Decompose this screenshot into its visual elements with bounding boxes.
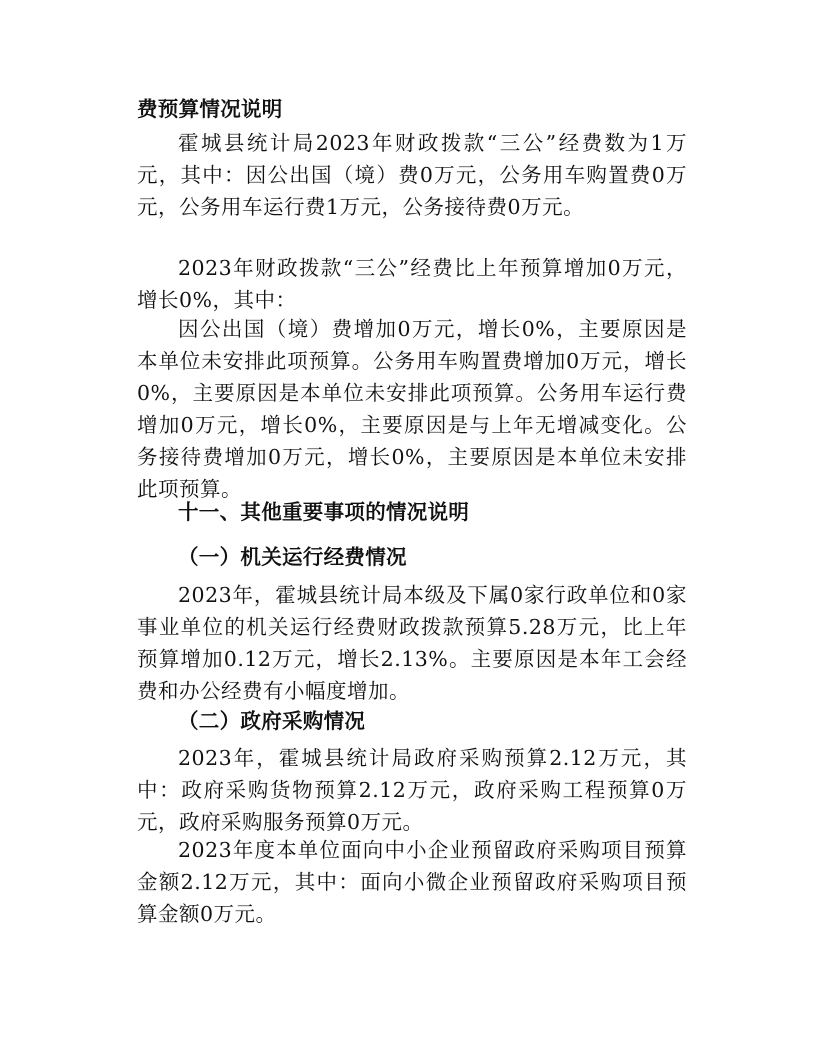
- paragraph-text: 2023年，霍城县统计局本级及下属0家行政单位和0家事业单位的机关运行经费财政拨款预算5.28万元，比上年预算增加0.12万元，增长2.13%。主要原因是本年工会经费和办公经费有小幅度增加。: [137, 583, 687, 703]
- paragraph-sangong-total: [137, 127, 687, 223]
- paragraph-sangong-change: [137, 252, 687, 316]
- paragraph-text: 霍城县统计局2023年财政拨款“三公”经费数为1万元，其中：因公出国（境）费0万元，公务用车购置费0万元，公务用车运行费1万元，公务接待费0万元。: [137, 131, 687, 219]
- paragraph-text: 2023年，霍城县统计局政府采购预算2.12万元，其中：政府采购货物预算2.12万元，政府采购工程预算0万元，政府采购服务预算0万元。: [137, 746, 687, 834]
- paragraph-operating-cost: [137, 579, 687, 707]
- paragraph-sangong-detail: [137, 313, 687, 505]
- paragraph-sme-reserve: [137, 834, 687, 930]
- heading-text: （二）政府采购情况: [178, 709, 366, 733]
- paragraph-text: 2023年财政拨款“三公”经费比上年预算增加0万元，增长0%，其中：: [137, 256, 687, 312]
- section-heading-11: [137, 496, 687, 528]
- subheading-operating-cost: [137, 541, 687, 573]
- paragraph-text: 2023年度本单位面向中小企业预留政府采购项目预算金额2.12万元，其中：面向小微企业预留政府采购项目预算金额0万元。: [137, 838, 687, 926]
- subheading-procurement: [137, 705, 687, 737]
- section-heading-continued: [137, 93, 687, 125]
- paragraph-procurement: [137, 742, 687, 838]
- paragraph-text: 因公出国（境）费增加0万元，增长0%，主要原因是本单位未安排此项预算。公务用车购置费增加0万元，增长0%，主要原因是本单位未安排此项预算。公务用车运行费增加0万元，增长0%，主要原因是与上年无增减变化。公务接待费增加0万元，增长0%，主要原因是本单位未安排此项预算。: [137, 317, 687, 501]
- heading-text: 十一、其他重要事项的情况说明: [178, 500, 470, 524]
- heading-text: 费预算情况说明: [137, 97, 283, 121]
- heading-text: （一）机关运行经费情况: [178, 545, 407, 569]
